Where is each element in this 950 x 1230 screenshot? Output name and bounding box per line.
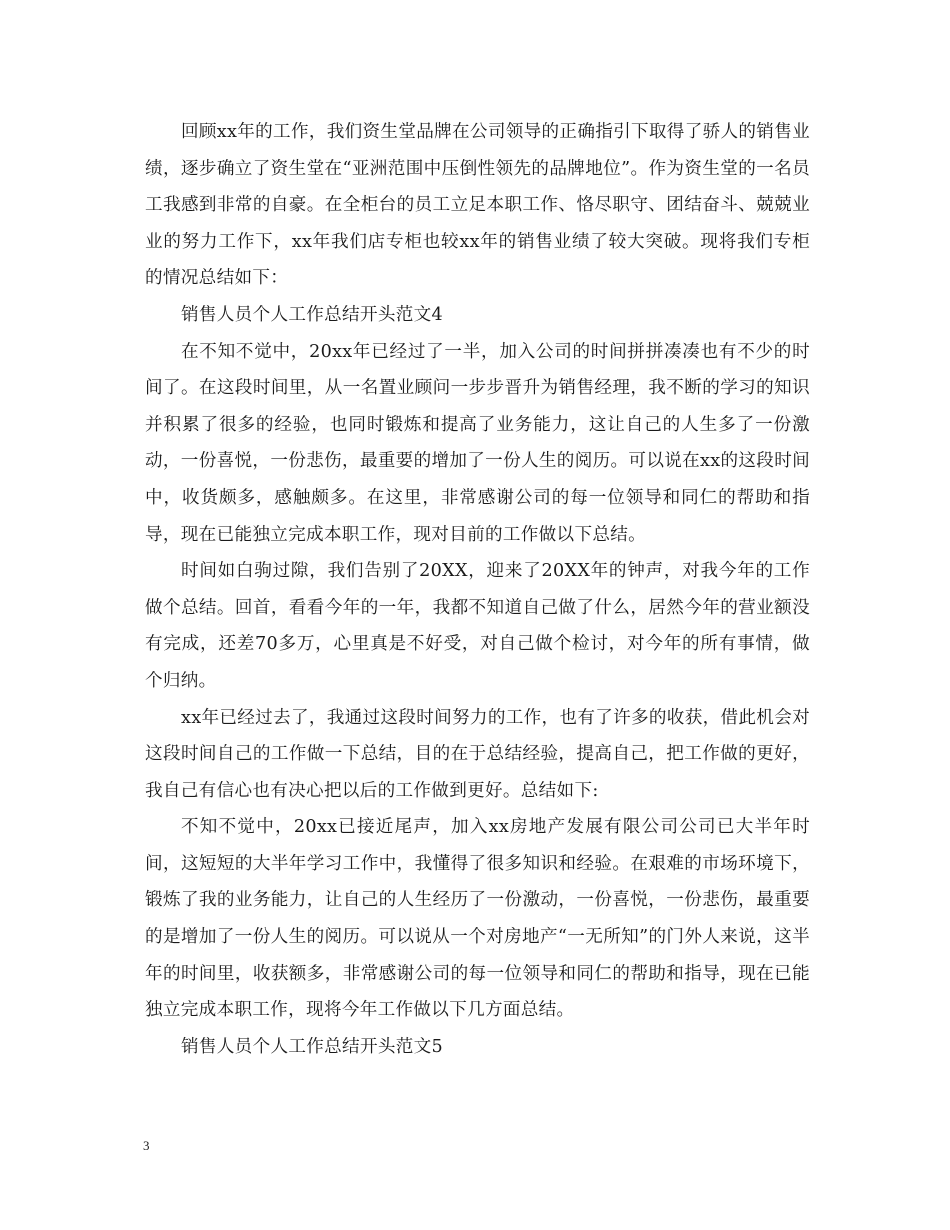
document-body: [145, 114, 810, 1065]
paragraph-2: 在不知不觉中，20xx年已经过了一半，加入公司的时间拼拼凑凑也有不少的时间了。在这段时间里，从一名置业顾问一步步晋升为销售经理，我不断的学习的知识并积累了很多的经验，也同时锻炼和提高了业务能力，这让自己的人生多了一份激动，一份喜悦，一份悲伤，最重要的增加了一份人生的阅历。可以说在xx的这段时间中，收货颇多，感触颇多。在这里，非常感谢公司的每一位领导和同仁的帮助和指导，现在已能独立完成本职工作，现对目前的工作做以下总结。: [145, 341, 810, 545]
section-heading-4: 销售人员个人工作总结开头范文4: [181, 304, 444, 325]
paragraph-5: 不知不觉中，20xx已接近尾声，加入xx房地产发展有限公司公司已大半年时间，这短短的大半年学习工作中，我懂得了很多知识和经验。在艰难的市场环境下，锻炼了我的业务能力，让自己的人生经历了一份激动，一份喜悦，一份悲伤，最重要的是增加了一份人生的阅历。可以说从一个对房地产“一无所知”的门外人来说，这半年的时间里，收获额多，非常感谢公司的每一位领导和同仁的帮助和指导，现在已能独立完成本职工作，现将今年工作做以下几方面总结。: [145, 817, 810, 1021]
paragraph-3: 时间如白驹过隙，我们告别了20XX，迎来了20XX年的钟声，对我今年的工作做个总结。回首，看看今年的一年，我都不知道自己做了什么，居然今年的营业额没有完成，还差70多万，心里真是不好受，对自己做个检讨，对今年的所有事情，做个归纳。: [145, 561, 810, 691]
page-number: 3: [143, 1138, 150, 1153]
paragraph-4: xx年已经过去了，我通过这段时间努力的工作，也有了许多的收获，借此机会对这段时间自己的工作做一下总结，目的在于总结经验，提高自己，把工作做的更好，我自己有信心也有决心把以后的工作做到更好。总结如下:: [145, 707, 810, 801]
paragraph-1: 回顾xx年的工作，我们资生堂品牌在公司领导的正确指引下取得了骄人的销售业绩，逐步确立了资生堂在“亚洲范围中压倒性领先的品牌地位”。作为资生堂的一名员工我感到非常的自豪。在全柜台的员工立足本职工作、恪尽职守、团结奋斗、兢兢业业的努力工作下，xx年我们店专柜也较xx年的销售业绩了较大突破。现将我们专柜的情况总结如下：: [145, 122, 810, 289]
section-heading-5: 销售人员个人工作总结开头范文5: [181, 1036, 444, 1057]
